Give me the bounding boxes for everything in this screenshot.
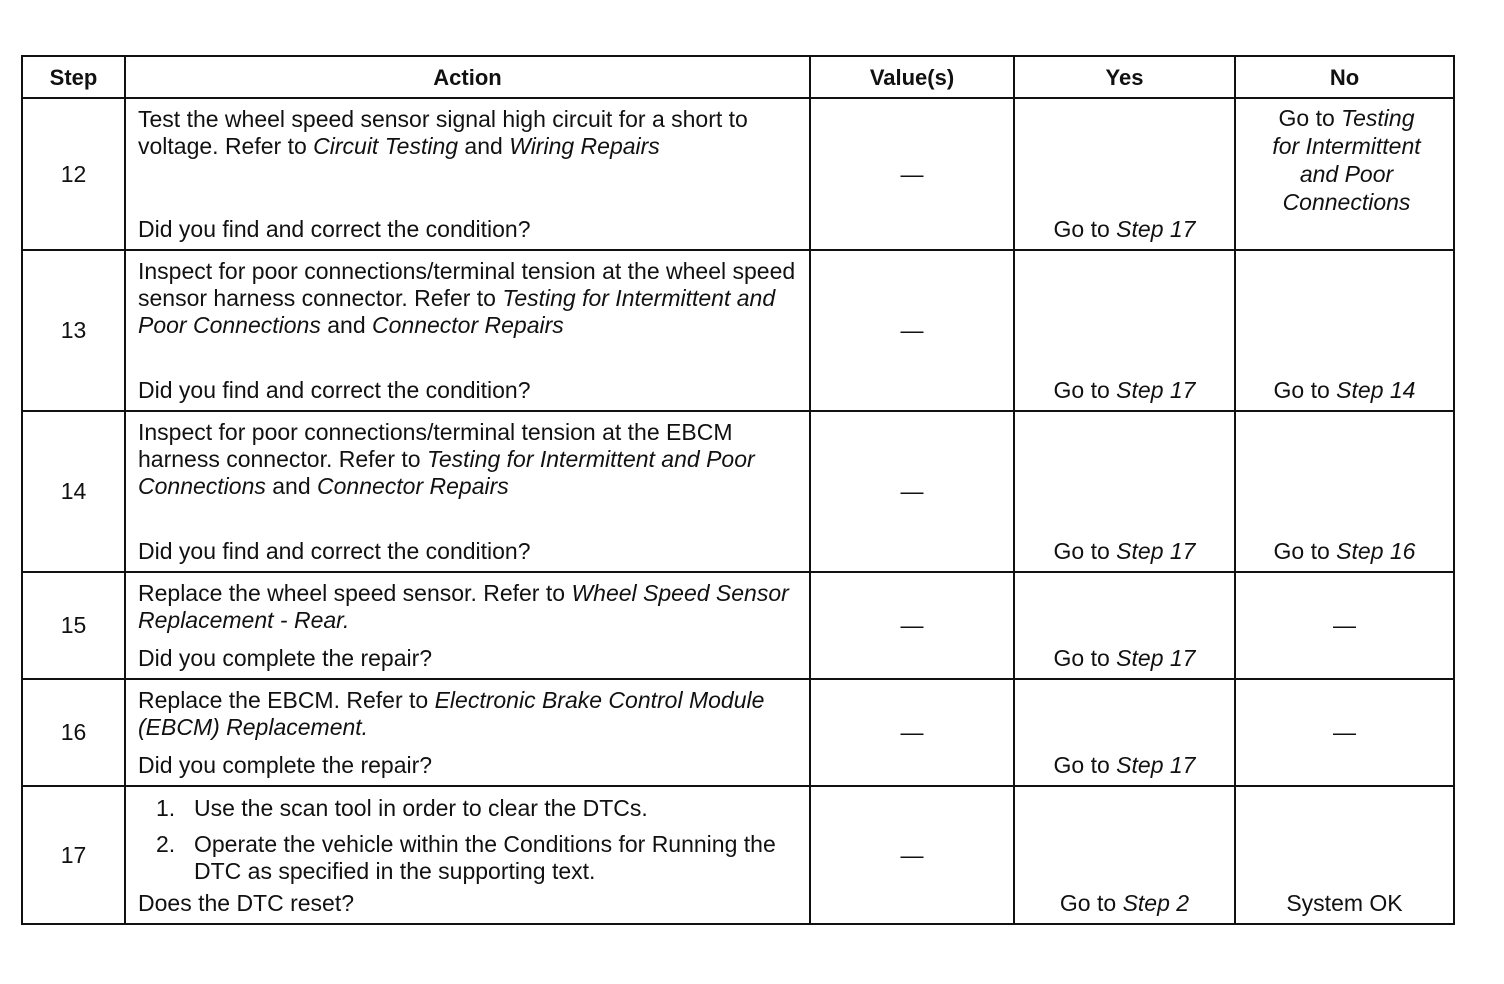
table-row — [22, 98, 1454, 250]
no-cell — [1235, 572, 1454, 679]
step-number: 14 — [22, 411, 125, 572]
header-yes: Yes — [1014, 56, 1235, 98]
text-run: Go to — [1053, 538, 1117, 564]
text-run: System OK — [1286, 890, 1403, 916]
no-cell — [1235, 250, 1454, 411]
action-instruction — [138, 687, 799, 741]
text-run: Inspect for poor connections/terminal tension at the wheel speed sensor harness connector. Refer to — [138, 258, 796, 311]
yes-cell — [1014, 411, 1235, 572]
no-cell — [1235, 679, 1454, 786]
list-item-number: 1. — [156, 795, 176, 821]
italic-reference: Step 17 — [1116, 752, 1196, 778]
header-action: Action — [125, 56, 810, 98]
action-question: Did you complete the repair? — [138, 645, 433, 671]
italic-reference: Step 17 — [1116, 538, 1196, 564]
no-cell — [1235, 98, 1454, 250]
header-step: Step — [22, 56, 125, 98]
text-run: Replace the wheel speed sensor. Refer to — [138, 580, 572, 606]
action-question: Did you complete the repair? — [138, 752, 433, 778]
action-question: Did you find and correct the condition? — [138, 377, 531, 403]
action-cell — [125, 98, 810, 250]
diagnostic-table — [21, 55, 1455, 925]
step-number: 16 — [22, 679, 125, 786]
text-run: — — [1333, 612, 1356, 638]
step-number: 12 — [22, 98, 125, 250]
italic-reference: Step 2 — [1122, 890, 1190, 916]
value-cell: — — [810, 679, 1014, 786]
text-run: Replace the EBCM. Refer to — [138, 687, 435, 713]
list-item-number: 2. — [156, 831, 176, 857]
text-run: Go to — [1278, 105, 1342, 131]
action-question: Does the DTC reset? — [138, 890, 355, 916]
step-number: 13 — [22, 250, 125, 411]
action-cell — [125, 250, 810, 411]
yes-cell — [1014, 786, 1235, 924]
table-row — [22, 572, 1454, 679]
text-run: and — [320, 312, 372, 338]
italic-reference: Electronic Brake Control Module (EBCM) Replacement. — [138, 687, 765, 740]
yes-cell — [1014, 679, 1235, 786]
step-number: 15 — [22, 572, 125, 679]
italic-reference: Connector Repairs — [317, 473, 509, 499]
italic-reference: Connector Repairs — [372, 312, 564, 338]
text-run: Inspect for poor connections/terminal tension at the EBCM harness connector. Refer to — [138, 419, 733, 472]
value-cell: — — [810, 98, 1014, 250]
header-values: Value(s) — [810, 56, 1014, 98]
value-cell: — — [810, 786, 1014, 924]
italic-reference: Step 17 — [1116, 216, 1196, 242]
value-cell: — — [810, 411, 1014, 572]
table-row — [22, 250, 1454, 411]
italic-reference: Step 16 — [1336, 538, 1416, 564]
italic-reference: Testing for Intermittent and Poor Connections — [138, 446, 755, 499]
action-question: Did you find and correct the condition? — [138, 538, 531, 564]
text-run: and — [458, 133, 510, 159]
header-row — [22, 56, 1454, 98]
header-no: No — [1235, 56, 1454, 98]
yes-cell — [1014, 98, 1235, 250]
action-cell — [125, 572, 810, 679]
italic-reference: Step 17 — [1116, 377, 1196, 403]
list-item-text: Use the scan tool in order to clear the DTCs. — [194, 795, 648, 821]
text-run: Go to — [1053, 645, 1117, 671]
text-run: Go to — [1273, 538, 1337, 564]
text-run: Go to — [1273, 377, 1337, 403]
no-cell — [1235, 411, 1454, 572]
yes-cell — [1014, 572, 1235, 679]
list-item-text: Operate the vehicle within the Conditions for Running the DTC as specified in the supporting text. — [194, 831, 776, 884]
text-run: Go to — [1053, 377, 1117, 403]
italic-reference: Wheel Speed Sensor Replacement - Rear. — [138, 580, 789, 633]
action-instruction — [138, 106, 799, 160]
action-step-list — [138, 795, 799, 885]
action-cell — [125, 786, 810, 924]
italic-reference: Step 17 — [1116, 645, 1196, 671]
list-item — [156, 831, 799, 885]
text-run: Go to — [1053, 752, 1117, 778]
table-row — [22, 679, 1454, 786]
action-instruction — [138, 258, 799, 339]
text-run: — — [1333, 719, 1356, 745]
list-item — [156, 795, 799, 822]
italic-reference: Testing for Intermittent and Poor Connections — [1272, 105, 1421, 215]
action-question: Did you find and correct the condition? — [138, 216, 531, 242]
text-run: Go to — [1053, 216, 1117, 242]
action-instruction — [138, 580, 799, 634]
text-run: Go to — [1059, 890, 1123, 916]
italic-reference: Step 14 — [1336, 377, 1416, 403]
text-run: Test the wheel speed sensor signal high circuit for a short to voltage. Refer to — [138, 106, 748, 159]
action-instruction — [138, 419, 799, 500]
italic-reference: Wiring Repairs — [509, 133, 660, 159]
italic-reference: Testing for Intermittent and Poor Connections — [138, 285, 776, 338]
value-cell: — — [810, 572, 1014, 679]
italic-reference: Circuit Testing — [313, 133, 459, 159]
yes-cell — [1014, 250, 1235, 411]
table-row — [22, 786, 1454, 924]
no-cell — [1235, 786, 1454, 924]
text-run: and — [265, 473, 318, 499]
value-cell: — — [810, 250, 1014, 411]
action-cell — [125, 679, 810, 786]
step-number: 17 — [22, 786, 125, 924]
action-cell — [125, 411, 810, 572]
table-row — [22, 411, 1454, 572]
